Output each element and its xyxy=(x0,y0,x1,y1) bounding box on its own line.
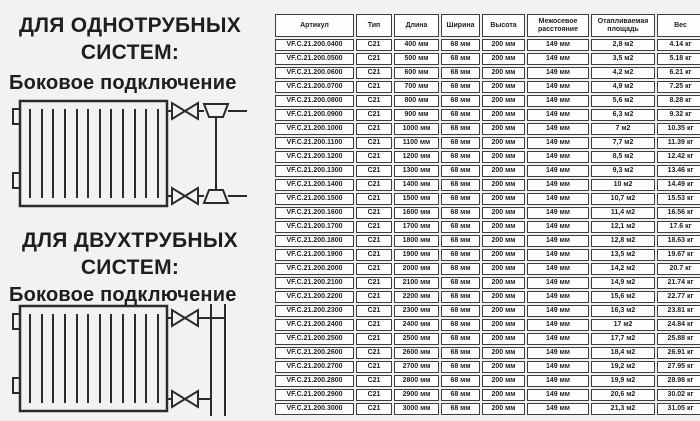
table-cell: 9,3 м2 xyxy=(591,165,655,177)
table-cell: 4.14 кг xyxy=(657,39,700,51)
table-cell: 30.02 кг xyxy=(657,389,700,401)
table-cell: 28.98 кг xyxy=(657,375,700,387)
table-cell: C21 xyxy=(356,53,392,65)
table-cell: C21 xyxy=(356,137,392,149)
table-cell: VF.C.21.200.0900 xyxy=(275,109,354,121)
table-cell: 1300 мм xyxy=(394,165,439,177)
table-cell: 149 мм xyxy=(527,221,589,233)
bottom-tee-fitting-icon xyxy=(198,190,247,203)
table-cell: 10.35 кг xyxy=(657,123,700,135)
table-cell: 1000 мм xyxy=(394,123,439,135)
table-cell: VF.C.21.200.1100 xyxy=(275,137,354,149)
table-cell: 800 мм xyxy=(394,95,439,107)
table-cell: C21 xyxy=(356,361,392,373)
table-cell: 2500 мм xyxy=(394,333,439,345)
table-cell: 68 мм xyxy=(441,249,480,261)
table-cell: 400 мм xyxy=(394,39,439,51)
table-cell: VF.C.21.200.1900 xyxy=(275,249,354,261)
table-cell: 68 мм xyxy=(441,123,480,135)
top-tee-fitting-icon xyxy=(198,104,247,117)
table-cell: 200 мм xyxy=(482,165,525,177)
table-row xyxy=(275,109,700,121)
table-cell: 16,3 м2 xyxy=(591,305,655,317)
table-cell: 68 мм xyxy=(441,39,480,51)
table-row xyxy=(275,165,700,177)
table-cell: 200 мм xyxy=(482,403,525,415)
table-cell: 68 мм xyxy=(441,67,480,79)
table-cell: 2700 мм xyxy=(394,361,439,373)
table-cell: 1100 мм xyxy=(394,137,439,149)
table-cell: 149 мм xyxy=(527,137,589,149)
two-pipe-title: ДЛЯ ДВУХТРУБНЫХ СИСТЕМ: xyxy=(22,229,238,279)
table-cell: VF.C.21.200.2700 xyxy=(275,361,354,373)
table-cell: 1600 мм xyxy=(394,207,439,219)
table-cell: 1500 мм xyxy=(394,193,439,205)
table-cell: 200 мм xyxy=(482,39,525,51)
two-pipe-subtitle: Боковое подключение xyxy=(9,284,237,306)
table-cell: 149 мм xyxy=(527,263,589,275)
table-cell: C21 xyxy=(356,67,392,79)
table-cell: 68 мм xyxy=(441,179,480,191)
table-cell: 23.81 кг xyxy=(657,305,700,317)
table-cell: VF.C.21.200.1200 xyxy=(275,151,354,163)
table-cell: VF.C.21.200.2000 xyxy=(275,263,354,275)
table-cell: 2,8 м2 xyxy=(591,39,655,51)
table-cell: 7.25 кг xyxy=(657,81,700,93)
table-cell: 13.46 кг xyxy=(657,165,700,177)
table-row xyxy=(275,249,700,261)
table-cell: 200 мм xyxy=(482,151,525,163)
table-cell: 10 м2 xyxy=(591,179,655,191)
table-cell: C21 xyxy=(356,109,392,121)
table-cell: 149 мм xyxy=(527,403,589,415)
table-row xyxy=(275,151,700,163)
column-header: Артикул xyxy=(275,14,354,37)
table-cell: 200 мм xyxy=(482,235,525,247)
table-cell: 11,4 м2 xyxy=(591,207,655,219)
table-cell: 149 мм xyxy=(527,389,589,401)
table-cell: 1700 мм xyxy=(394,221,439,233)
table-cell: C21 xyxy=(356,305,392,317)
table-cell: 21,3 м2 xyxy=(591,403,655,415)
table-row xyxy=(275,361,700,373)
table-cell: 4,9 м2 xyxy=(591,81,655,93)
table-cell: 149 мм xyxy=(527,235,589,247)
header-row xyxy=(275,14,700,37)
table-cell: 7,7 м2 xyxy=(591,137,655,149)
table-cell: 17 м2 xyxy=(591,319,655,331)
table-cell: 13,5 м2 xyxy=(591,249,655,261)
table-cell: 21.74 кг xyxy=(657,277,700,289)
table-row xyxy=(275,221,700,233)
table-cell: C21 xyxy=(356,319,392,331)
table-cell: 149 мм xyxy=(527,249,589,261)
table-cell: 149 мм xyxy=(527,53,589,65)
table-row xyxy=(275,347,700,359)
table-cell: 68 мм xyxy=(441,319,480,331)
table-cell: VF.C.21.200.1600 xyxy=(275,207,354,219)
table-cell: 149 мм xyxy=(527,81,589,93)
table-cell: C21 xyxy=(356,151,392,163)
table-cell: VF.C.21.200.1400 xyxy=(275,179,354,191)
table-cell: 2200 мм xyxy=(394,291,439,303)
table-cell: 200 мм xyxy=(482,207,525,219)
table-cell: C21 xyxy=(356,235,392,247)
table-cell: 149 мм xyxy=(527,291,589,303)
table-cell: VF.C.21.200.3000 xyxy=(275,403,354,415)
table-cell: VF.C.21.200.2500 xyxy=(275,333,354,345)
table-row xyxy=(275,263,700,275)
table-cell: 200 мм xyxy=(482,347,525,359)
table-row xyxy=(275,291,700,303)
table-row xyxy=(275,235,700,247)
table-cell: 149 мм xyxy=(527,347,589,359)
table-cell: VF.C.21.200.0400 xyxy=(275,39,354,51)
top-valve-icon xyxy=(167,103,198,119)
table-cell: 68 мм xyxy=(441,221,480,233)
table-cell: 68 мм xyxy=(441,347,480,359)
table-cell: 5,6 м2 xyxy=(591,95,655,107)
table-row xyxy=(275,53,700,65)
table-cell: 8,5 м2 xyxy=(591,151,655,163)
column-header: Высота xyxy=(482,14,525,37)
table-cell: 26.91 кг xyxy=(657,347,700,359)
table-cell: C21 xyxy=(356,291,392,303)
column-header: Вес xyxy=(657,14,700,37)
table-cell: 19,9 м2 xyxy=(591,375,655,387)
table-cell: 149 мм xyxy=(527,207,589,219)
table-cell: 68 мм xyxy=(441,375,480,387)
table-cell: 6.21 кг xyxy=(657,67,700,79)
table-cell: VF.C.21.200.0500 xyxy=(275,53,354,65)
table-cell: VF.C.21.200.2800 xyxy=(275,375,354,387)
table-cell: 149 мм xyxy=(527,39,589,51)
table-cell: 18,4 м2 xyxy=(591,347,655,359)
table-cell: 149 мм xyxy=(527,305,589,317)
table-cell: 68 мм xyxy=(441,137,480,149)
table-row xyxy=(275,333,700,345)
table-cell: VF.C.21.200.0600 xyxy=(275,67,354,79)
table-cell: 2000 мм xyxy=(394,263,439,275)
table-cell: C21 xyxy=(356,193,392,205)
table-cell: 14.49 кг xyxy=(657,179,700,191)
table-cell: C21 xyxy=(356,123,392,135)
table-cell: 17,7 м2 xyxy=(591,333,655,345)
table-cell: 20,6 м2 xyxy=(591,389,655,401)
table-row xyxy=(275,389,700,401)
table-cell: 149 мм xyxy=(527,151,589,163)
table-cell: 149 мм xyxy=(527,277,589,289)
table-row xyxy=(275,193,700,205)
table-cell: C21 xyxy=(356,81,392,93)
table-cell: 200 мм xyxy=(482,109,525,121)
table-row xyxy=(275,319,700,331)
table-row xyxy=(275,39,700,51)
column-header: Тип xyxy=(356,14,392,37)
table-cell: 149 мм xyxy=(527,123,589,135)
radiator-icon xyxy=(13,306,167,411)
table-body xyxy=(275,39,700,415)
table-cell: 11.39 кг xyxy=(657,137,700,149)
table-cell: 6,3 м2 xyxy=(591,109,655,121)
table-cell: VF.C.21.200.2200 xyxy=(275,291,354,303)
table-cell: 200 мм xyxy=(482,361,525,373)
column-header: Ширина xyxy=(441,14,480,37)
riser-pipes xyxy=(211,304,225,416)
table-cell: C21 xyxy=(356,403,392,415)
table-cell: C21 xyxy=(356,263,392,275)
single-pipe-connection-diagram xyxy=(5,97,250,213)
table-cell: 149 мм xyxy=(527,165,589,177)
table-cell: 200 мм xyxy=(482,305,525,317)
table-cell: 5.18 кг xyxy=(657,53,700,65)
table-cell: 3000 мм xyxy=(394,403,439,415)
table-cell: 200 мм xyxy=(482,263,525,275)
table-cell: 200 мм xyxy=(482,375,525,387)
radiator-icon xyxy=(13,101,167,206)
table-cell: 200 мм xyxy=(482,249,525,261)
table-cell: 900 мм xyxy=(394,109,439,121)
table-cell: 149 мм xyxy=(527,319,589,331)
table-cell: 149 мм xyxy=(527,67,589,79)
table-row xyxy=(275,95,700,107)
table-cell: 16.56 кг xyxy=(657,207,700,219)
table-cell: 500 мм xyxy=(394,53,439,65)
table-cell: 2400 мм xyxy=(394,319,439,331)
table-row xyxy=(275,137,700,149)
table-cell: 68 мм xyxy=(441,207,480,219)
table-cell: VF.C.21.200.1000 xyxy=(275,123,354,135)
table-cell: 12.42 кг xyxy=(657,151,700,163)
table-cell: 200 мм xyxy=(482,137,525,149)
connection-schemes-panel xyxy=(0,0,262,421)
table-cell: 9.32 кг xyxy=(657,109,700,121)
table-cell: 24.84 кг xyxy=(657,319,700,331)
table-cell: VF.C.21.200.1700 xyxy=(275,221,354,233)
table-cell: 2600 мм xyxy=(394,347,439,359)
table-cell: 15.53 кг xyxy=(657,193,700,205)
table-cell: 18.63 кг xyxy=(657,235,700,247)
table-row xyxy=(275,277,700,289)
table-cell: 200 мм xyxy=(482,123,525,135)
table-cell: 149 мм xyxy=(527,193,589,205)
table-cell: 700 мм xyxy=(394,81,439,93)
column-header: Межосевое расстояние xyxy=(527,14,589,37)
table-cell: 68 мм xyxy=(441,95,480,107)
table-cell: 200 мм xyxy=(482,53,525,65)
table-cell: VF.C.21.200.2400 xyxy=(275,319,354,331)
table-cell: C21 xyxy=(356,39,392,51)
table-row xyxy=(275,207,700,219)
table-cell: VF.C.21.200.0800 xyxy=(275,95,354,107)
table-cell: 2100 мм xyxy=(394,277,439,289)
two-pipe-connection-diagram xyxy=(5,302,250,418)
table-cell: 22.77 кг xyxy=(657,291,700,303)
table-cell: VF.C.21.200.1300 xyxy=(275,165,354,177)
radiator-spec-table xyxy=(273,12,700,417)
table-cell: 68 мм xyxy=(441,305,480,317)
table-cell: 19.67 кг xyxy=(657,249,700,261)
table-cell: 31.05 кг xyxy=(657,403,700,415)
table-cell: 14,9 м2 xyxy=(591,277,655,289)
table-row xyxy=(275,179,700,191)
table-cell: 12,8 м2 xyxy=(591,235,655,247)
bottom-valve-icon xyxy=(167,188,198,204)
table-cell: 600 мм xyxy=(394,67,439,79)
table-cell: 68 мм xyxy=(441,263,480,275)
table-cell: 4,2 м2 xyxy=(591,67,655,79)
table-cell: 12,1 м2 xyxy=(591,221,655,233)
table-cell: 200 мм xyxy=(482,291,525,303)
table-cell: 200 мм xyxy=(482,179,525,191)
table-cell: C21 xyxy=(356,277,392,289)
table-cell: 27.95 кг xyxy=(657,361,700,373)
table-cell: 20.7 кг xyxy=(657,263,700,275)
table-cell: 1200 мм xyxy=(394,151,439,163)
table-cell: 68 мм xyxy=(441,291,480,303)
single-pipe-subtitle: Боковое подключение xyxy=(9,72,237,94)
table-cell: 149 мм xyxy=(527,333,589,345)
table-cell: 68 мм xyxy=(441,389,480,401)
table-cell: VF.C.21.200.2900 xyxy=(275,389,354,401)
table-cell: 68 мм xyxy=(441,109,480,121)
table-cell: 200 мм xyxy=(482,67,525,79)
table-cell: C21 xyxy=(356,249,392,261)
table-cell: VF.C.21.200.2300 xyxy=(275,305,354,317)
table-cell: 2900 мм xyxy=(394,389,439,401)
table-cell: 68 мм xyxy=(441,151,480,163)
table-cell: 200 мм xyxy=(482,221,525,233)
table-cell: 68 мм xyxy=(441,361,480,373)
table-cell: 68 мм xyxy=(441,193,480,205)
table-cell: 68 мм xyxy=(441,333,480,345)
table-cell: VF.C.21.200.1500 xyxy=(275,193,354,205)
table-cell: 3,5 м2 xyxy=(591,53,655,65)
table-cell: 1800 мм xyxy=(394,235,439,247)
table-cell: C21 xyxy=(356,375,392,387)
column-header: Отапливаемая площадь xyxy=(591,14,655,37)
table-cell: VF.C.21.200.0700 xyxy=(275,81,354,93)
table-cell: 8.28 кг xyxy=(657,95,700,107)
table-cell: 68 мм xyxy=(441,403,480,415)
single-pipe-title: ДЛЯ ОДНОТРУБНЫХ СИСТЕМ: xyxy=(18,14,242,64)
table-cell: 149 мм xyxy=(527,109,589,121)
table-cell: C21 xyxy=(356,221,392,233)
table-cell: 10,7 м2 xyxy=(591,193,655,205)
table-cell: 68 мм xyxy=(441,277,480,289)
table-cell: 1400 мм xyxy=(394,179,439,191)
table-row xyxy=(275,123,700,135)
table-cell: C21 xyxy=(356,333,392,345)
table-cell: VF.C.21.200.2600 xyxy=(275,347,354,359)
table-cell: 68 мм xyxy=(441,235,480,247)
table-row xyxy=(275,403,700,415)
table-cell: C21 xyxy=(356,95,392,107)
table-cell: 2300 мм xyxy=(394,305,439,317)
bottom-valve-icon xyxy=(167,391,198,407)
table-cell: VF.C.21.200.2100 xyxy=(275,277,354,289)
table-cell: 149 мм xyxy=(527,179,589,191)
table-cell: 68 мм xyxy=(441,53,480,65)
column-header: Длина xyxy=(394,14,439,37)
table-cell: 68 мм xyxy=(441,81,480,93)
table-cell: C21 xyxy=(356,347,392,359)
table-cell: 68 мм xyxy=(441,165,480,177)
table-row xyxy=(275,81,700,93)
top-valve-icon xyxy=(167,310,198,326)
table-cell: 19,2 м2 xyxy=(591,361,655,373)
table-cell: 15,6 м2 xyxy=(591,291,655,303)
table-cell: 2800 мм xyxy=(394,375,439,387)
table-cell: C21 xyxy=(356,389,392,401)
table-cell: 17.6 кг xyxy=(657,221,700,233)
table-cell: 200 мм xyxy=(482,319,525,331)
table-cell: 200 мм xyxy=(482,277,525,289)
table-cell: 149 мм xyxy=(527,375,589,387)
table-cell: 200 мм xyxy=(482,81,525,93)
table-cell: VF.C.21.200.1800 xyxy=(275,235,354,247)
table-cell: 1900 мм xyxy=(394,249,439,261)
table-cell: 200 мм xyxy=(482,95,525,107)
table-cell: 200 мм xyxy=(482,333,525,345)
table-cell: 14,2 м2 xyxy=(591,263,655,275)
table-cell: 149 мм xyxy=(527,95,589,107)
table-cell: 7 м2 xyxy=(591,123,655,135)
table-cell: C21 xyxy=(356,165,392,177)
table-cell: 149 мм xyxy=(527,361,589,373)
table-row xyxy=(275,67,700,79)
table-row xyxy=(275,305,700,317)
table-cell: C21 xyxy=(356,179,392,191)
table-cell: 200 мм xyxy=(482,193,525,205)
table-row xyxy=(275,375,700,387)
table-cell: C21 xyxy=(356,207,392,219)
table-cell: 200 мм xyxy=(482,389,525,401)
table-cell: 25.88 кг xyxy=(657,333,700,345)
